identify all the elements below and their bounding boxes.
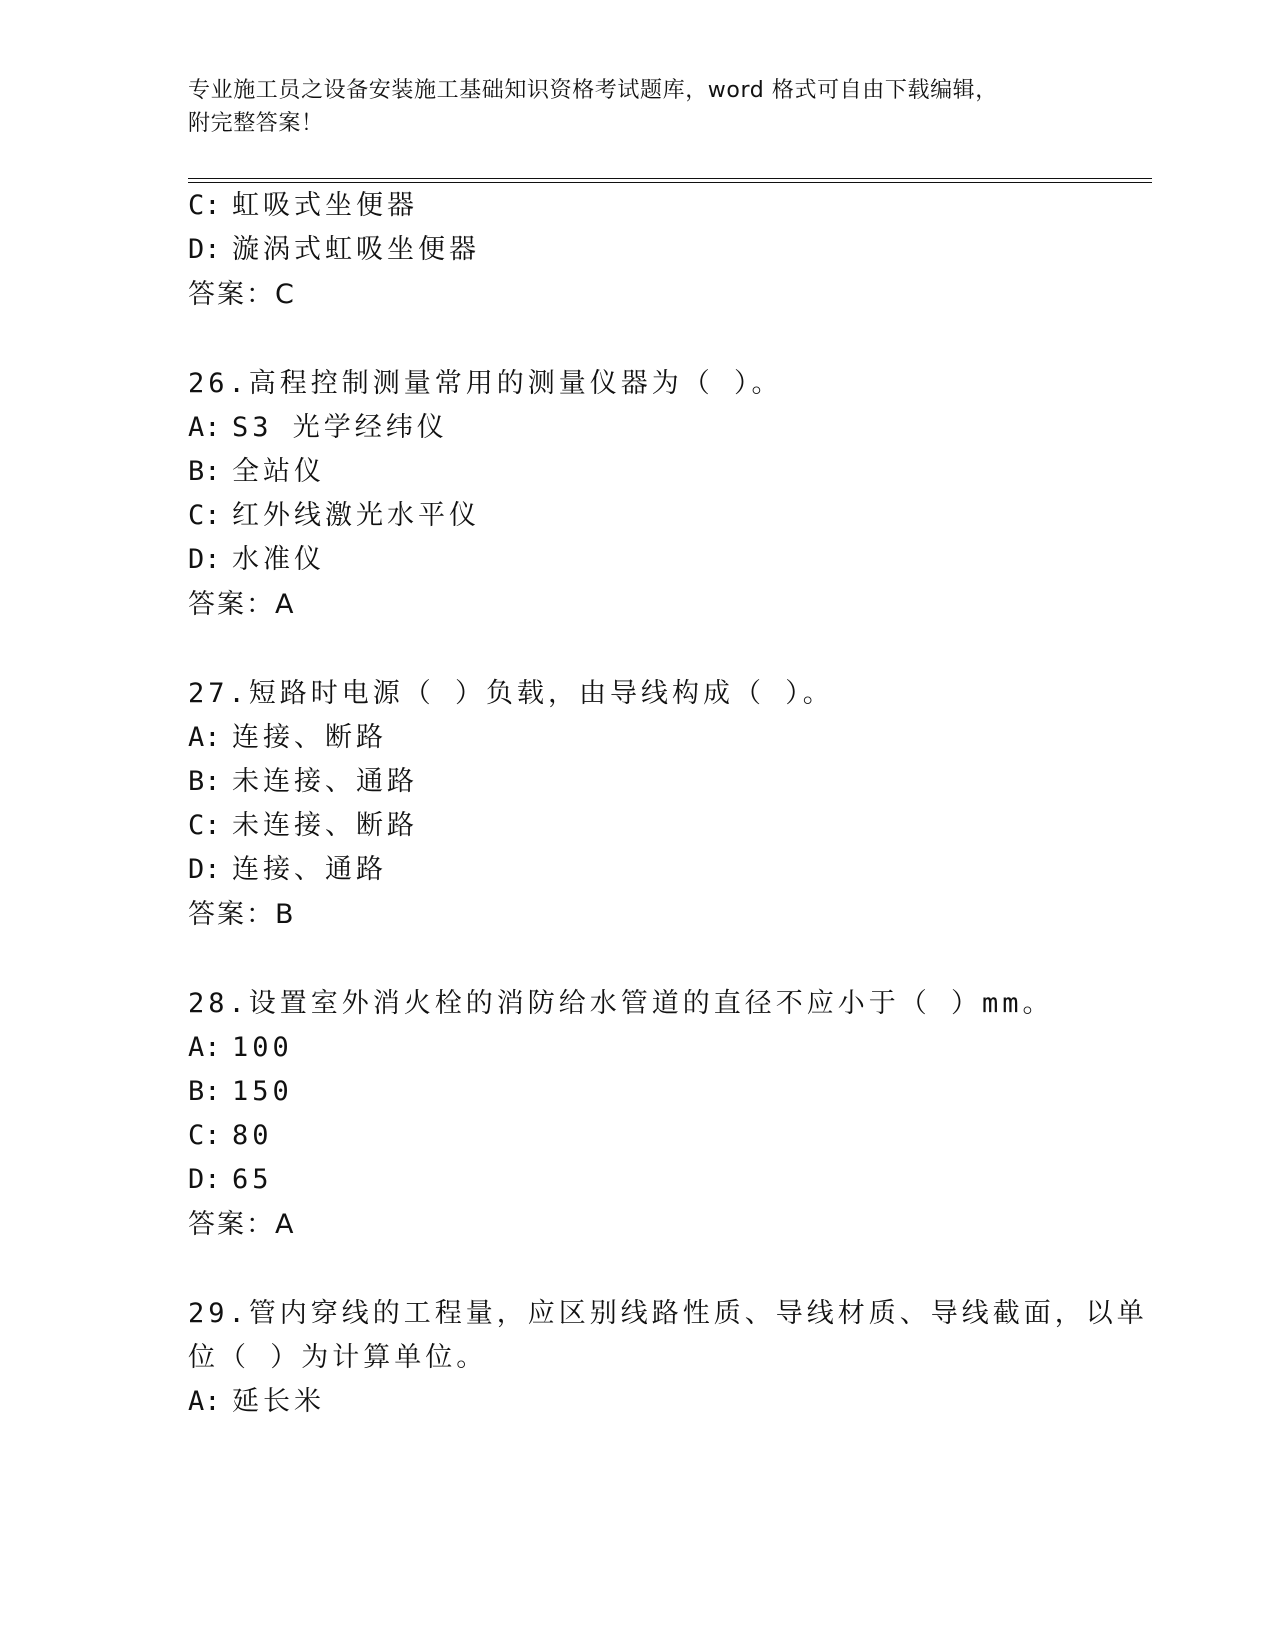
prev-option-d [188,233,480,267]
q29-stem-line-1: 29.管内穿线的工程量，应区别线路性质、导线材质、导线截面，以单 [188,1298,1148,1329]
q29-stem-line-2: 位（ ）为计算单位。 [188,1342,488,1373]
option-text: 100 [232,1032,293,1063]
option-key: A: [188,412,221,443]
q26-answer [188,588,295,622]
option-text: 延长米 [232,1386,325,1417]
option-key: D: [188,854,221,885]
answer-value: C [275,279,296,310]
option-key: B: [188,766,221,797]
option-key: A: [188,722,221,753]
q28-answer [188,1208,295,1242]
q26-option-a [188,411,448,445]
option-text: 水准仪 [232,544,325,575]
q26-stem: 26.高程控制测量常用的测量仪器为（ ）。 [188,368,783,399]
option-text: 红外线激光水平仪 [232,500,480,531]
q27-option-a [188,721,387,755]
option-text: 全站仪 [232,456,325,487]
option-text: 65 [232,1164,273,1195]
prev-option-c [188,189,418,223]
q28-option-b [188,1075,293,1109]
option-key: C: [188,190,221,221]
option-key: A: [188,1032,221,1063]
q28-option-c [188,1119,273,1153]
option-key: D: [188,1164,221,1195]
option-key: C: [188,1120,221,1151]
header-divider-bottom [188,182,1152,183]
q27-option-b [188,765,418,799]
option-text: 未连接、断路 [232,810,418,841]
q27-stem: 27.短路时电源（ ）负载，由导线构成（ ）。 [188,678,834,709]
option-text: S3 光学经纬仪 [232,412,448,443]
q27-option-d [188,853,387,887]
answer-label: 答案： [188,279,275,310]
answer-label: 答案： [188,589,275,620]
option-text: 连接、通路 [232,854,387,885]
prev-answer [188,278,296,312]
option-key: A: [188,1386,221,1417]
q26-option-b [188,455,325,489]
answer-value: B [275,899,296,930]
option-key: D: [188,544,221,575]
q28-option-d [188,1163,273,1197]
q26-option-d [188,543,325,577]
answer-label: 答案： [188,899,275,930]
option-text: 80 [232,1120,273,1151]
answer-value: A [275,589,296,620]
option-text: 未连接、通路 [232,766,418,797]
answer-value: A [275,1209,296,1240]
option-key: D: [188,234,221,265]
answer-label: 答案： [188,1209,275,1240]
header-line-1: 专业施工员之设备安装施工基础知识资格考试题库，word 格式可自由下载编辑， [188,78,998,103]
q26-option-c [188,499,480,533]
option-text: 150 [232,1076,293,1107]
option-key: C: [188,810,221,841]
q28-stem: 28.设置室外消火栓的消防给水管道的直径不应小于（ ）mm。 [188,988,1054,1019]
q28-option-a [188,1031,293,1065]
option-text: 虹吸式坐便器 [232,190,418,221]
document-header [188,74,1068,140]
q27-option-c [188,809,418,843]
header-divider-top [188,178,1152,179]
q27-answer [188,898,296,932]
q29-option-a [188,1385,325,1419]
header-line-2: 附完整答案！ [188,111,324,136]
option-key: B: [188,1076,221,1107]
option-text: 连接、断路 [232,722,387,753]
option-text: 漩涡式虹吸坐便器 [232,234,480,265]
option-key: C: [188,500,221,531]
option-key: B: [188,456,221,487]
